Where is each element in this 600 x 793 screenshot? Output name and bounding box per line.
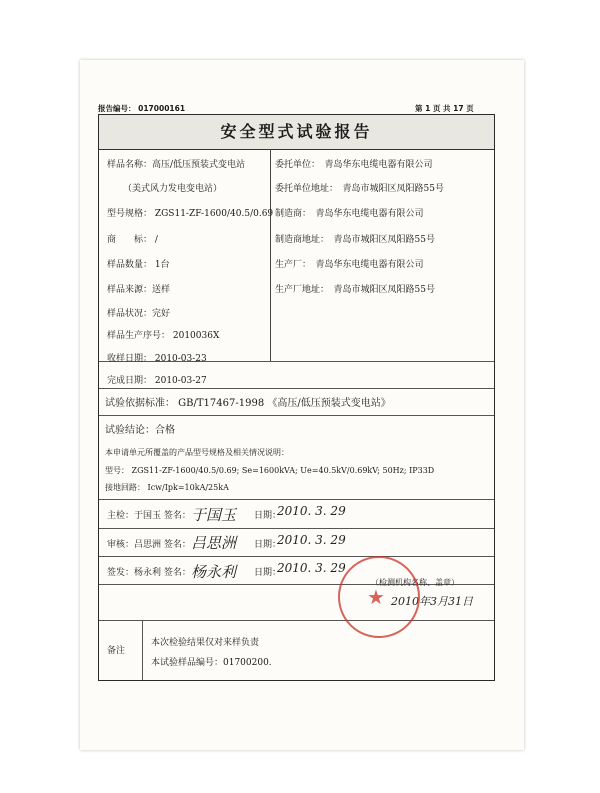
- divider-line: [99, 556, 494, 557]
- coverage-grounding: 接地回路： Icw/Ipk=10kA/25kA: [105, 483, 229, 492]
- inspector-date-label: 日期：: [254, 511, 282, 521]
- issuer-label: 签发：杨永利 签名：: [107, 568, 191, 578]
- completion-date: 完成日期： 2010-03-27: [107, 376, 207, 386]
- sample-name-sub: （美式风力发电变电站）: [123, 184, 223, 194]
- trademark: 商 标： /: [107, 235, 158, 245]
- issuer-date-label: 日期：: [254, 568, 282, 578]
- sample-name: 样品名称：高压/低压预装式变电站: [107, 160, 246, 170]
- issuer-date: 2010. 3. 29: [277, 561, 346, 575]
- page-count: 第 1 页 共 17 页: [415, 104, 474, 113]
- reviewer-label: 审核：吕思洲 签名：: [107, 540, 191, 550]
- reviewer-date-label: 日期：: [254, 540, 282, 550]
- note-line-1: 本次检验结果仅对来样负责: [151, 638, 260, 648]
- reviewer-signature: 吕思洲: [191, 534, 237, 552]
- report-number: 报告编号： 017000161: [98, 104, 186, 113]
- inspector-signature: 于国玉: [191, 506, 237, 524]
- coverage-spec: 型号： ZGS11-ZF-1600/40.5/0.69; Se=1600kVA; Ue=40.5kV/0.69kV; 50Hz; IP33D: [105, 466, 435, 475]
- inspector-date: 2010. 3. 29: [277, 504, 346, 518]
- divider-line: [99, 499, 494, 500]
- seal-star-icon: ★: [367, 585, 385, 609]
- stamp-date: 2010年3月31日: [391, 595, 473, 608]
- sample-quantity: 样品数量： 1台: [107, 260, 170, 270]
- note-line-2: 本试验样品编号：01700200.: [151, 658, 272, 668]
- divider-line: [99, 620, 494, 621]
- serial-number: 样品生产序号： 2010036X: [107, 331, 220, 341]
- client-address: 委托单位地址： 青岛市城阳区凤阳路55号: [275, 184, 444, 194]
- reviewer-date: 2010. 3. 29: [277, 533, 346, 547]
- model-spec: 型号规格： ZGS11-ZF-1600/40.5/0.69: [107, 209, 274, 219]
- report-title: 安全型式试验报告: [99, 115, 494, 150]
- manufacturer: 制造商： 青岛华东电缆电器有限公司: [275, 209, 424, 219]
- sample-condition: 样品状况：完好: [107, 309, 171, 319]
- inspector-label: 主检：于国玉 签名：: [107, 511, 191, 521]
- divider-line: [99, 388, 494, 389]
- test-conclusion: 试验结论：合格: [105, 425, 175, 436]
- divider-line: [99, 415, 494, 416]
- receive-date: 收样日期： 2010-03-23: [107, 354, 207, 364]
- report-table: [98, 114, 495, 681]
- factory: 生产厂： 青岛华东电缆电器有限公司: [275, 260, 424, 270]
- issuer-signature: 杨永利: [191, 563, 237, 581]
- divider-line: [99, 528, 494, 529]
- manufacturer-address: 制造商地址： 青岛市城阳区凤阳路55号: [275, 235, 435, 245]
- note-divider: [142, 620, 143, 680]
- client: 委托单位： 青岛华东电缆电器有限公司: [275, 160, 433, 170]
- coverage-intro: 本申请单元所覆盖的产品型号规格及相关情况说明：: [105, 448, 289, 457]
- sample-source: 样品来源：送样: [107, 285, 171, 295]
- factory-address: 生产厂地址： 青岛市城阳区凤阳路55号: [275, 285, 435, 295]
- test-basis: 试验依据标准： GB/T17467-1998 《高压/低压预装式变电站》: [105, 398, 391, 409]
- column-divider: [270, 149, 271, 361]
- note-label: 备注: [107, 646, 126, 656]
- stamp-caption: （检测机构名称、盖章）: [371, 578, 459, 587]
